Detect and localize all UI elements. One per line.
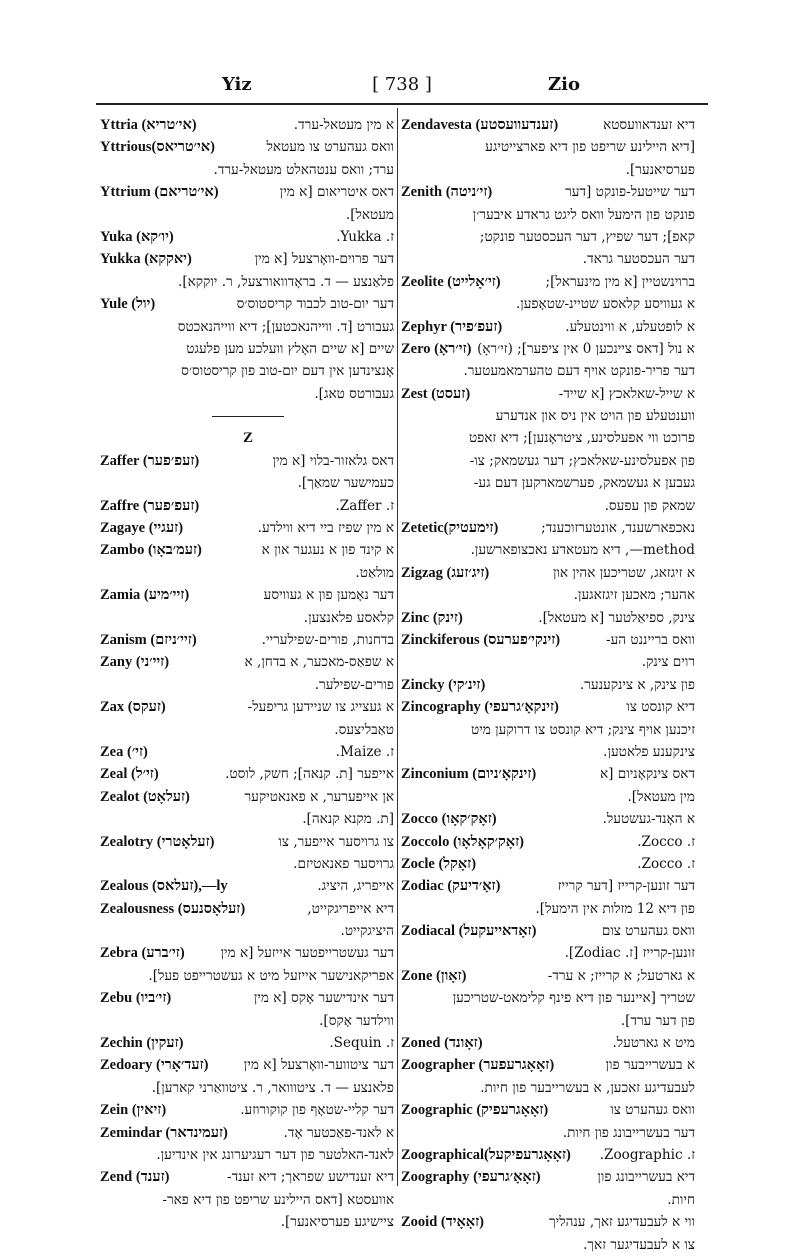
headword: Zemindar (זעמינדאר) (100, 1124, 228, 1141)
headword: Zero (זי׳ראָ) (401, 340, 472, 357)
headword: Zea (זי׳) (100, 743, 148, 760)
entry-line (100, 763, 396, 785)
headword: Zebu (זי׳ביו) (100, 990, 172, 1007)
entry-line (401, 159, 697, 181)
entry-line (401, 1166, 697, 1188)
definition: דער געשטרייפטער אייזעל [א מין (220, 945, 394, 962)
headword: Zendavesta (זענדעוועסטע) (401, 117, 559, 133)
definition: וואס געהערט צו (610, 1102, 695, 1119)
definition: ז. Sequin. (329, 1035, 394, 1052)
headword: Zambo (זעמ׳באָו) (100, 542, 202, 559)
entry-line (401, 136, 697, 158)
headword: Zocco (זאָק׳קאָו) (401, 811, 497, 828)
entry-line (100, 1189, 396, 1211)
entry-line (401, 1234, 697, 1256)
headword: Yuka (יו׳קא) (100, 228, 174, 245)
definition: אפריקאנישער אייזעל מיט א געשטרייפט פעל]. (148, 967, 394, 984)
headword: Zealot (זעלאָט) (100, 788, 190, 805)
definition: דיא קונסט צו (626, 699, 695, 716)
headword: Zaffer (זעפ׳פער) (100, 452, 200, 469)
definition: [דיא היילינע שריפט פון דיא פארצייטיגע (485, 139, 695, 156)
page-number: [ 738 ] (372, 74, 432, 95)
entry-line (100, 1054, 396, 1076)
definition: רוים צינק. (641, 654, 695, 671)
entry-line (100, 831, 396, 853)
definition: א לופטעלע, א ווינטעלע. (565, 318, 695, 335)
definition: מין מעטאל]. (627, 788, 695, 805)
definition: אָנצינדען אין דעם יום-טוב פון קריסטוס׳ס (181, 363, 394, 380)
entry-line (401, 1077, 697, 1099)
entry-line (100, 181, 396, 203)
headword: Zagaye (זעגיי) (100, 520, 184, 537)
entry-line (401, 875, 697, 897)
definition: א בעשרייבער פון (605, 1057, 695, 1074)
definition: א האָנד-געשטעל. (602, 811, 695, 828)
headword: Zinckiferous (זינקי׳פערעס) (401, 631, 561, 648)
left-column (100, 114, 396, 1231)
definition: ציישיגע פערסיאנער]. (280, 1214, 394, 1231)
definition: גרויסער פאנאטיזם. (293, 855, 394, 872)
entry-line (100, 495, 396, 517)
headword: Zeal (זי׳ל) (100, 766, 159, 783)
definition: דער זונען-קרייז [דער קרייז (557, 878, 695, 895)
definition: נאכפארשענד, אונטערזוכענד; (541, 520, 695, 537)
headword: Yttrium (אי׳טריאם) (100, 184, 219, 201)
entry-line (401, 1010, 697, 1032)
definition: דער שייטעל-פונקט [דער (565, 184, 695, 201)
definition: פון דער ערד]. (620, 1012, 695, 1029)
definition: פורים-שפילער. (314, 676, 394, 693)
entry-line (100, 965, 396, 987)
entry-line (100, 338, 396, 360)
entry-line (401, 607, 697, 629)
entry-line (401, 383, 697, 405)
definition: מעטאל]. (345, 206, 394, 223)
entry-line (100, 898, 396, 920)
entry-line (401, 562, 697, 584)
definition: [ת. מקנא קנאה]. (302, 811, 394, 828)
definition: פון צינק, א צינקענער. (579, 676, 695, 693)
entry-line (100, 1166, 396, 1188)
definition: חיות. (667, 1191, 695, 1208)
headword: Zincky (זינ׳קי) (401, 676, 486, 693)
entry-line (401, 450, 697, 472)
definition: א שייל-שאלאכץ [א שייד- (558, 385, 695, 402)
entry-line (401, 495, 697, 517)
headword: Zigzag (זיג׳זעג) (401, 564, 490, 581)
headword: Zinconium (זינקאָ׳ניום) (401, 766, 537, 783)
definition: אוועסטא [דאס היילינע שריפט פון דיא פאר- (162, 1191, 394, 1208)
entry-line (401, 651, 697, 673)
headword: Zechin (זעקין) (100, 1035, 184, 1052)
definition: צינקענע פלאטען. (603, 743, 695, 760)
definition: געבורט [ד. ווייהנאכטען]; דיא ווייהנאכטס (177, 318, 394, 335)
definition: method—, דיא מעטאדע נאכצופארשען. (470, 542, 695, 559)
definition: דיא זענדישע שפראך; דיא זענד- (226, 1169, 394, 1186)
definition: דער אינדישער אָקס [א מין (253, 990, 394, 1007)
right-column (401, 114, 697, 1253)
headword: Zenith (זי׳ניטה) (401, 184, 493, 201)
definition: א שפאַס-מאכער, א בדחן, א (244, 654, 394, 671)
headword: Zanism (זיי׳ניזם) (100, 631, 197, 648)
entry-line (100, 651, 396, 673)
entry-line (401, 987, 697, 1009)
entry-line (401, 719, 697, 741)
entry-line (401, 316, 697, 338)
headword: Zaffre (זעפ׳פער) (100, 497, 200, 514)
definition: דער פריר-פונקט אויף דעם טהערמאמעטער. (463, 363, 695, 380)
definition: ז. Zoographic. (599, 1146, 695, 1163)
page-header (96, 66, 708, 100)
definition: צו גרויסער אייפער, צו (278, 833, 394, 850)
headword: Zincography (זינקאָ׳גרעפי) (401, 699, 559, 716)
entry-line (100, 1144, 396, 1166)
headword: Zoographic (זאָאָגרעפיק) (401, 1102, 549, 1119)
definition: דער בעשרייבונג פון חיות. (562, 1124, 695, 1141)
entry-line (401, 539, 697, 561)
definition: אהער; מאכען זיגזאגען. (573, 587, 695, 604)
definition: דאס צינקאָניום [א (599, 766, 695, 783)
definition: שטריך [איינער פון דיא פינף קלימאט-שטריכען (452, 990, 695, 1007)
definition: ווי א לעבעדיגע זאך, ענהליך (548, 1214, 695, 1231)
entry-line (100, 786, 396, 808)
definition: א מין מעטאל-ערד. (293, 117, 394, 133)
entry-line (100, 1077, 396, 1099)
entry-line (401, 204, 697, 226)
headword: Zest (זעסט) (401, 385, 471, 402)
entry-line (401, 786, 697, 808)
entry-line (100, 987, 396, 1009)
entry-line (401, 427, 697, 449)
definition: מולאַט. (355, 564, 394, 581)
definition: דאס איטריאום [א מין (279, 184, 394, 201)
definition: צינק, ספיאַלטער [א מעטאל]. (538, 609, 695, 626)
entry-line (100, 539, 396, 561)
definition: לעבעדיגע זאכען, א בעשרייבער פון חיות. (480, 1079, 695, 1096)
headword: Zoography (זאָאָ׳גרעפי) (401, 1169, 541, 1186)
entry-line (401, 741, 697, 763)
definition: היציגקייט. (340, 923, 394, 940)
entry-line (401, 226, 697, 248)
definition: א קינד פון א נעגער און א (261, 542, 394, 559)
entry-line (100, 360, 396, 382)
entry-line (401, 338, 697, 360)
headword: Zodiac (זאָ׳דיעק) (401, 878, 501, 895)
entry-line (100, 226, 396, 248)
definition: א מין שפיז ביי דיא ווילדע. (257, 520, 394, 537)
entry-line (100, 1032, 396, 1054)
definition: ערד; וואס ענטהאלט מעטאל-ערד. (213, 161, 394, 178)
definition: ז. Maize. (335, 743, 394, 760)
definition: קלאסע פלאנצען. (303, 609, 394, 626)
headword: Zealousness (זעלאָסנעס) (100, 900, 246, 917)
definition: וואס געהערט צו מעטאל (266, 139, 394, 156)
entry-line (401, 517, 697, 539)
entry-line (100, 942, 396, 964)
entry-line (100, 204, 396, 226)
headword: Zealous (זעלאס),—ly (100, 878, 228, 895)
definition: ווענטעלע פון הויט אין ניס און אנדערע (495, 408, 695, 425)
entry-line (401, 584, 697, 606)
entry-line (401, 898, 697, 920)
headword: Zone (זאָון) (401, 967, 467, 984)
entry-line (100, 584, 396, 606)
definition: א געוויסע קלאסע שטיינ-שטאָפען. (515, 296, 695, 313)
definition: דער נאָמען פון א געוויסע (263, 587, 394, 604)
entry-line (100, 853, 396, 875)
definition: פרוכט ווי אפעלסינע, ציטראָנען]; דיא זאפט (468, 430, 695, 447)
headword: Yukka (יאקקא) (100, 251, 192, 268)
headword: Zetetic(זימעטיק) (401, 520, 499, 537)
definition: א זיגזאג, שטריכען אהין און (552, 564, 695, 581)
entry-line (100, 674, 396, 696)
section-letter: Z (242, 430, 253, 447)
entry-line (401, 808, 697, 830)
headword: Zodiacal (זאָדאייעקעל) (401, 923, 537, 940)
headword: Zooid (זאָאָיד) (401, 1214, 485, 1231)
definition: א נול [דאס ציינכען 0 אין ציפער]; (זי׳ראָ) (477, 340, 695, 357)
definition: פון דיא 12 מזלות אין הימעל]. (535, 900, 695, 917)
definition: א לאנד-פאַכטער אָד. (283, 1124, 394, 1141)
entry-line (100, 808, 396, 830)
column-divider (397, 108, 398, 1186)
definition: אן אייפערער, א פאנאטיקער (244, 788, 394, 805)
entry-line (401, 1211, 697, 1233)
headword: Zebra (זי׳ברע) (100, 945, 185, 962)
definition: געבען א געשמאק, פערשמארקען דעם גע- (473, 475, 695, 492)
header-left-guideword: Yiz (222, 74, 252, 95)
entry-line (401, 248, 697, 270)
entry-line (401, 853, 697, 875)
entry-line (100, 293, 396, 315)
entry-line (401, 831, 697, 853)
definition: מיט א גארטעל. (612, 1035, 695, 1052)
entry-line (401, 1032, 697, 1054)
entry-line (100, 472, 396, 494)
definition: בדחנות, פורים-שפילעריי. (261, 631, 394, 648)
definition: אייפער [ת. קנאה]; חשק, לוסט. (225, 766, 394, 783)
headword: Zoccolo (זאָק׳קאָלאָו) (401, 833, 524, 850)
entry-line (100, 136, 396, 158)
entry-line (100, 562, 396, 584)
definition: קאפ]; דער שפיץ, דער העכסטער פונקט; (479, 228, 695, 245)
entry-line (100, 383, 396, 405)
headword: Zamia (זיי׳מיע) (100, 587, 190, 604)
entry-line (401, 405, 697, 427)
definition: דער יום-טוב לכבוד קריסטוס׳ס (236, 296, 394, 313)
entry-line (401, 472, 697, 494)
entry-line (100, 114, 396, 136)
entry-line (100, 1010, 396, 1032)
entry-line (401, 1099, 697, 1121)
definition: אייפריג, היציג. (317, 878, 394, 895)
definition: פלאַנצע — ד. בראָדוואורצעל, ר. יוקקא]. (178, 273, 394, 290)
entry-line (401, 181, 697, 203)
headword: Zoographer (זאָאָגרעפער) (401, 1057, 555, 1074)
definition: ז. Yukka. (336, 228, 394, 245)
definition: געבורטס טאג]. (314, 385, 394, 402)
headword: Zinc (זינק) (401, 609, 463, 626)
header-rule (96, 103, 708, 105)
headword: Yttrious(אי׳טריאס) (100, 139, 215, 156)
headword: Zoned (זאָונד) (401, 1035, 483, 1052)
definition: ז. Zocco. (637, 855, 695, 872)
definition: שמאק פון עפעס. (604, 497, 695, 514)
definition: פלאנצע — ד. ציטווואר, ר. ציטוואַרני קארען]. (151, 1079, 394, 1096)
entry-line (401, 942, 697, 964)
entry-line (401, 1122, 697, 1144)
definition: וואס ברייננט הע- (605, 631, 695, 648)
definition: וואס געהערט צום (601, 923, 695, 940)
entry-line (100, 517, 396, 539)
headword: Zend (זענד) (100, 1169, 170, 1186)
entry-line (100, 719, 396, 741)
definition: פערסיאנער]. (625, 161, 695, 178)
entry-line (100, 1122, 396, 1144)
headword: Zocle (זאָקל) (401, 855, 477, 872)
definition: לאנד-האלטער פון דער רעגיערונג אין אינדיען. (156, 1146, 394, 1163)
entry-line (401, 920, 697, 942)
headword: Zany (זיי׳ני) (100, 654, 170, 671)
entry-line (401, 1054, 697, 1076)
headword: Yttria (אי׳טריא) (100, 117, 197, 133)
entry-line (401, 1144, 697, 1166)
entry-line (100, 248, 396, 270)
entry-line (100, 741, 396, 763)
entry-line (401, 293, 697, 315)
definition: דיא אייפריגקייט, (307, 900, 394, 917)
definition: א געצייג צו שניידען גריפעל- (247, 699, 394, 716)
definition: ווילדער אָקס]. (319, 1012, 394, 1029)
entry-line (100, 450, 396, 472)
definition: דער העכסטער גראד. (582, 251, 695, 268)
entry-line (100, 271, 396, 293)
entry-line (401, 674, 697, 696)
header-right-guideword: Zio (548, 74, 580, 95)
definition: פון אפעלסינע-שאלאכץ; דער געשמאק; צו- (469, 452, 695, 469)
definition: זונען-קרייז [ז. Zodiac]. (564, 945, 695, 962)
entry-line (401, 271, 697, 293)
definition: דיא בעשרייבונג פון (597, 1169, 695, 1186)
entry-line (100, 875, 396, 897)
headword: Zephyr (זעפ׳פיר) (401, 318, 503, 335)
entry-line (401, 763, 697, 785)
definition: פונקט פון הימעל וואס ליגט גראדע איבער׳ן (472, 206, 695, 223)
definition: טאַבליצעס. (334, 721, 394, 738)
definition: דאס גלאזור-בלוי [א מין (272, 452, 394, 469)
definition: דער קליי-שטאָף פון קוקורוזע. (240, 1102, 394, 1119)
entry-line (100, 1099, 396, 1121)
entry-line (100, 920, 396, 942)
entry-line (100, 159, 396, 181)
headword: Zealotry (זעלאָטרי) (100, 833, 215, 850)
definition: דיא זענדאוועסטא (603, 117, 695, 133)
entry-line (401, 360, 697, 382)
entry-line (100, 629, 396, 651)
headword: Yule (יול) (100, 296, 156, 313)
headword: Zax (זעקס) (100, 699, 166, 716)
definition: זיכנען אויף צינק; דיא קונסט צו דרוקען מיט (471, 721, 695, 738)
headword: Zedoary (זעד׳אָרי) (100, 1057, 209, 1074)
section-divider (100, 405, 396, 427)
entry-line (401, 114, 697, 136)
entry-line (100, 696, 396, 718)
entry-line (100, 316, 396, 338)
definition: דער פרוים-וואָרצעל [א מין (254, 251, 394, 268)
definition: דער ציטווער-וואָרצעל [א מין (243, 1057, 394, 1074)
entry-line (401, 696, 697, 718)
definition: צו א לעבעדיגער זאך. (583, 1236, 695, 1253)
definition: כעמישער שמאַך]. (297, 475, 394, 492)
definition: ז. Zaffer. (335, 497, 394, 514)
headword: Zein (זיאין) (100, 1102, 167, 1119)
entry-line (401, 629, 697, 651)
headword: Zoographical(זאָאָגרעפיקעל) (401, 1146, 571, 1163)
entry-line (100, 607, 396, 629)
entry-line (401, 965, 697, 987)
definition: שיים [א שיים האָלץ וועלכע מען פלעגט (186, 340, 394, 357)
entry-line (100, 1211, 396, 1233)
headword: Zeolite (זי׳אָלייט) (401, 273, 501, 290)
definition: ז. Zocco. (637, 833, 695, 850)
definition: ברוינשטיין [א מין מינעראל]; (545, 273, 695, 290)
definition: א גארטעל; א קרייז; א ערד- (547, 967, 695, 984)
entry-line (401, 1189, 697, 1211)
